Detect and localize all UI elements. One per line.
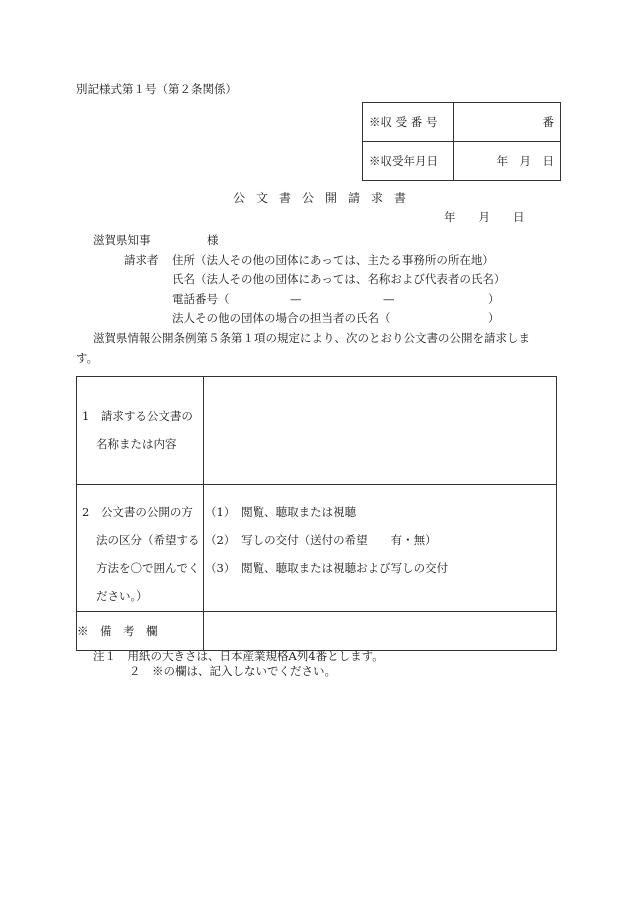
form-label: 別記様式第１号（第２条関係） — [76, 82, 237, 96]
option-copy-delivery: （2） 写しの交付（送付の希望 有・無） — [205, 533, 437, 547]
receipt-number-field: 番 — [454, 103, 561, 142]
requested-document-label-line-1: 1 請求する公文書の — [82, 409, 193, 423]
phone-label: 電話番号（ — [172, 292, 230, 306]
option-view-and-copy: （3） 閲覧、聴取または視聴および写しの交付 — [205, 561, 449, 575]
receipt-box — [362, 102, 561, 181]
contact-person: 法人その他の団体の場合の担当者の氏名（ — [172, 311, 391, 325]
date-line: 年 月 日 — [444, 210, 525, 224]
disclosure-method-label-line-4: ださい。） — [96, 589, 148, 603]
receipt-date-field: 年 月 日 — [454, 142, 561, 181]
requested-document-label-line-2: 名称または内容 — [96, 437, 177, 451]
remarks-field — [204, 612, 557, 651]
statement-line-2: す。 — [76, 351, 99, 365]
addressee-name: 滋賀県知事 — [93, 233, 151, 247]
phone-close: ） — [488, 292, 500, 306]
requester-name: 氏名（法人その他の団体にあっては、名称および代表者の氏名） — [172, 272, 506, 286]
receipt-date-label: ※収受年月日 — [363, 142, 454, 181]
note-2: ２ ※の欄は、記入しないでください。 — [129, 664, 336, 678]
requested-document-label — [77, 377, 204, 485]
disclosure-method-label — [77, 485, 204, 612]
disclosure-method-label-line-1: 2 公文書の公開の方 — [82, 505, 193, 519]
requester-label: 請求者 — [124, 253, 159, 267]
addressee-honorific: 様 — [207, 233, 219, 247]
statement-line-1: 滋賀県情報公開条例第５条第１項の規定により、次のとおり公文書の公開を請求しま — [93, 331, 530, 345]
contact-close: ） — [488, 311, 500, 325]
remarks-label-text: ※ 備 考 欄 — [77, 624, 158, 638]
document-title: 公文書公開請求書 — [233, 191, 418, 205]
disclosure-method-label-line-2: 法の区分（希望する — [96, 533, 200, 547]
requested-document-field — [204, 377, 557, 485]
option-view-listen: （1） 閲覧、聴取または視聴 — [205, 505, 357, 519]
disclosure-method-label-line-3: 方法を〇で囲んでく — [96, 561, 200, 575]
request-table — [76, 376, 557, 651]
phone-dash-1: — — [290, 292, 302, 306]
note-1: 注１ 用紙の大きさは、日本産業規格A列4番とします。 — [93, 649, 384, 663]
remarks-label — [77, 612, 204, 651]
phone-dash-2: — — [383, 292, 395, 306]
disclosure-method-options — [204, 485, 557, 612]
requester-address: 住所（法人その他の団体にあっては、主たる事務所の所在地） — [172, 253, 494, 267]
receipt-number-label: ※収 受 番 号 — [363, 103, 454, 142]
